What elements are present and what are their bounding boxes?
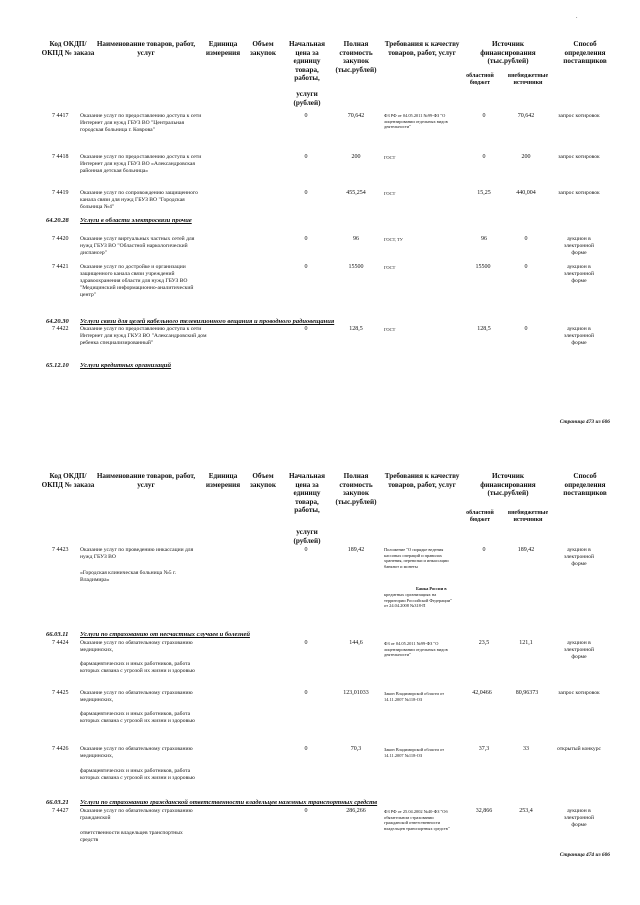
extrabudget-sources: 0 [524,264,528,270]
procurement-method: запрос котировок [558,113,600,119]
header-code: Код ОКДП/ ОКПД № заказа [41,472,95,489]
regional-budget: 96 [481,236,487,242]
header-method: Способ определения поставщиков [563,472,607,498]
full-cost: 123,01033 [343,690,369,696]
quality-requirements: ГОСТ [384,155,396,160]
header-full-cost: Полная стоимость закупок (тыс.рублей) [335,40,377,74]
extrabudget-sources: 0 [524,326,528,332]
procurement-method: запрос котировок [558,190,600,196]
procurement-method: аукцион в электронной форме [563,326,595,346]
quality-requirements: ГОСТ [384,191,396,196]
procurement-method: запрос котировок [558,154,600,160]
quality-requirements: ФЗ от 04.05.2011 №99-ФЗ "О лицензировании отдельных видов деятельности" [384,641,448,658]
quality-requirements: ГОСТ [384,265,396,270]
start-price: 0 [304,113,308,119]
row-description: Оказание услуг по предоставлению доступа к сети Интернет для нужд ГБУЗ ВО «Александровская районная детская больница» [80,154,202,174]
header-name: Наименование товаров, работ, услуг [96,40,196,57]
section-code: 64.20.28 [46,217,69,224]
full-cost: 15500 [348,264,364,270]
procurement-method: открытый конкурс [557,746,601,752]
header-unit: Единица измерения [205,40,241,57]
quality-requirements: ГОСТ [384,327,396,332]
regional-budget: 15500 [475,264,491,270]
header-volume: Объем закупок [250,472,276,489]
start-price: 0 [304,264,308,270]
row-description: Оказание услуг по достройке и организации защищенного канала связи учреждений здравоохранения области для нужд ГБУЗ ВО "Медицинский информационно-аналитический центр" [80,264,194,298]
header-regional: областной бюджет [466,510,494,523]
full-cost: 455,254 [346,190,366,196]
quality-requirements-bank: Банка России в [416,586,447,591]
regional-budget: 42,0466 [472,690,492,696]
order-number: 7 4422 [52,326,69,332]
section-title: Услуги кредитных организаций [80,362,172,369]
extrabudget-sources: 33 [523,746,529,752]
regional-budget: 15,25 [477,190,491,196]
extrabudget-sources: 440,004 [516,190,536,196]
quality-requirements: ФЗ РФ от 04.05.2011 №99-ФЗ "О лицензировании отдельных видов деятельности" [384,113,448,130]
extrabudget-sources: 189,42 [517,547,535,553]
row-description: Оказание услуг по предоставлению доступа к сети Интернет для нужд ГБУЗ ВО "Центральная городская больница г. Коврова" [80,113,202,133]
header-extrabudget: внебюджетные источники [507,73,549,86]
order-number: 7 4423 [52,547,69,553]
full-cost: 128,5 [349,326,363,332]
row-description: Оказание услуг по обязательному страхованию медицинских, [80,746,193,759]
section-code: 65.12.10 [46,362,69,369]
quality-requirements-cont: кредитных организациях на территории Российской Федерации" от 24.04.2008 №318-П [384,592,452,609]
regional-budget: 0 [482,154,486,160]
start-price: 0 [304,690,308,696]
row-description: Оказание услуг по обязательному страхованию гражданской [80,808,193,821]
order-number: 7 4420 [52,236,69,242]
header-source: Источник финансирования (тыс.рублей) [480,472,536,498]
start-price: 0 [304,808,308,814]
procurement-method: запрос котировок [558,690,600,696]
procurement-method: аукцион в электронной форме [563,264,595,284]
regional-budget: 0 [482,547,486,553]
row-description-cont: фармацевтических и иных работников, работа которых связана с угрозой их жизни и здоровью [80,661,195,674]
regional-budget: 0 [482,113,486,119]
header-regional: областной бюджет [466,73,494,86]
header-services: услуги (рублей) [293,90,321,107]
section-title: Услуги связи для целей кабельного телевизионного вещания и проводного радиовещания [80,318,335,325]
full-cost: 144,6 [349,640,363,646]
order-number: 7 4417 [52,113,69,119]
header-unit: Единица измерения [205,472,241,489]
header-volume: Объем закупок [250,40,276,57]
section-code: 66.03.21 [46,799,69,806]
full-cost: 96 [353,236,359,242]
row-description-cont: фармацевтических и иных работников, работа которых связана с угрозой их жизни и здоровью [80,768,195,781]
start-price: 0 [304,547,308,553]
regional-budget: 128,5 [477,326,491,332]
quality-requirements: Положение "О порядке ведения кассовых операций и правилах хранения, перевозки и инкассации банкнот и монеты [384,547,449,569]
regional-budget: 37,3 [478,746,490,752]
procurement-method: аукцион в электронной форме [563,547,595,567]
header-requirements: Требования к качеству товаров, работ, услуг [384,472,460,489]
order-number: 7 4426 [52,746,69,752]
page-number: Страница 473 из 606 [559,419,610,425]
page-number: Страница 474 из 606 [559,852,610,858]
full-cost: 286,266 [346,808,366,814]
start-price: 0 [304,154,308,160]
order-number: 7 4424 [52,640,69,646]
start-price: 0 [304,640,308,646]
section-code: 64.20.30 [46,318,69,325]
procurement-method: аукцион в электронной форме [563,808,595,828]
regional-budget: 32,866 [475,808,493,814]
header-name: Наименование товаров, работ, услуг [96,472,196,489]
header-services: услуги (рублей) [293,528,321,545]
row-description: Оказание услуг по сопровождению защищенного канала связи для нужд ГБУЗ ВО "Городская больница №4" [80,190,198,210]
header-extrabudget: внебюджетные источники [507,510,549,523]
header-full-cost: Полная стоимость закупок (тыс.рублей) [335,472,377,506]
full-cost: 189,42 [347,547,365,553]
row-description: Оказание услуг по обязательному страхованию медицинских, [80,690,193,703]
full-cost: 200 [351,154,361,160]
extrabudget-sources: 80,96373 [515,690,539,696]
quality-requirements: Закон Владимирской области от 14.11.2007 №118-ОЗ [384,691,445,702]
header-requirements: Требования к качеству товаров, работ, услуг [384,40,460,57]
header-code: Код ОКДП/ ОКПД № заказа [41,40,95,57]
order-number: 7 4418 [52,154,69,160]
section-code: 66.03.11 [46,631,69,638]
section-title: Услуги в области электросвязи прочие [80,217,192,224]
quality-requirements: ГОСТ, ТУ [384,237,403,242]
header-start-price: Начальная цена за единицу товара, работы, [288,40,326,83]
start-price: 0 [304,746,308,752]
full-cost: 70,642 [347,113,365,119]
row-description: Оказание услуг по проведению инкассации для нужд ГБУЗ ВО [80,547,194,560]
start-price: 0 [304,236,308,242]
order-number: 7 4421 [52,264,69,270]
row-description: Оказание услуг по обязательному страхованию медицинских, [80,640,193,653]
header-method: Способ определения поставщиков [563,40,607,66]
start-price: 0 [304,326,308,332]
section-title: Услуги по страхованию гражданской ответственности владельцев наземных транспортных средств [80,799,378,806]
row-description-cont: «Городская клиническая больница №5 г. Владимира» [80,570,177,583]
row-description: Оказание услуг по предоставлению доступа к сети Интернет для нужд ГКУЗ ВО "Александровский дом ребенка специализированный" [80,326,207,346]
header-start-price: Начальная цена за единицу товара, работы, [288,472,326,515]
quality-requirements: Закон Владимирской области от 14.11.2007 №118-ОЗ [384,747,445,758]
header-source: Источник финансирования (тыс.рублей) [480,40,536,66]
regional-budget: 23,5 [478,640,490,646]
procurement-method: аукцион в электронной форме [563,640,595,660]
start-price: 0 [304,190,308,196]
full-cost: 70,3 [350,746,362,752]
extrabudget-sources: 70,642 [517,113,535,119]
row-description: Оказание услуг виртуальных частных сетей для нужд ГБУЗ ВО "Областной наркологический диспансер" [80,236,195,256]
procurement-method: аукцион в электронной форме [563,236,595,256]
extrabudget-sources: 0 [524,236,528,242]
order-number: 7 4419 [52,190,69,196]
section-title: Услуги по страхованию от несчастных случаев и болезней [80,631,250,638]
order-number: 7 4427 [52,808,69,814]
row-description-cont: фармацевтических и иных работников, работа которых связана с угрозой их жизни и здоровью [80,711,195,724]
quality-requirements: ФЗ РФ от 25.04.2002 №40-ФЗ "Об обязательном страховании гражданской ответственности владельцев транспортных средств" [384,809,450,831]
extrabudget-sources: 200 [521,154,531,160]
corner-mark: . [576,14,578,20]
order-number: 7 4425 [52,690,69,696]
row-description-cont: ответственности владельцев транспортных средств [80,830,183,843]
extrabudget-sources: 253,4 [519,808,533,814]
extrabudget-sources: 121,1 [519,640,533,646]
